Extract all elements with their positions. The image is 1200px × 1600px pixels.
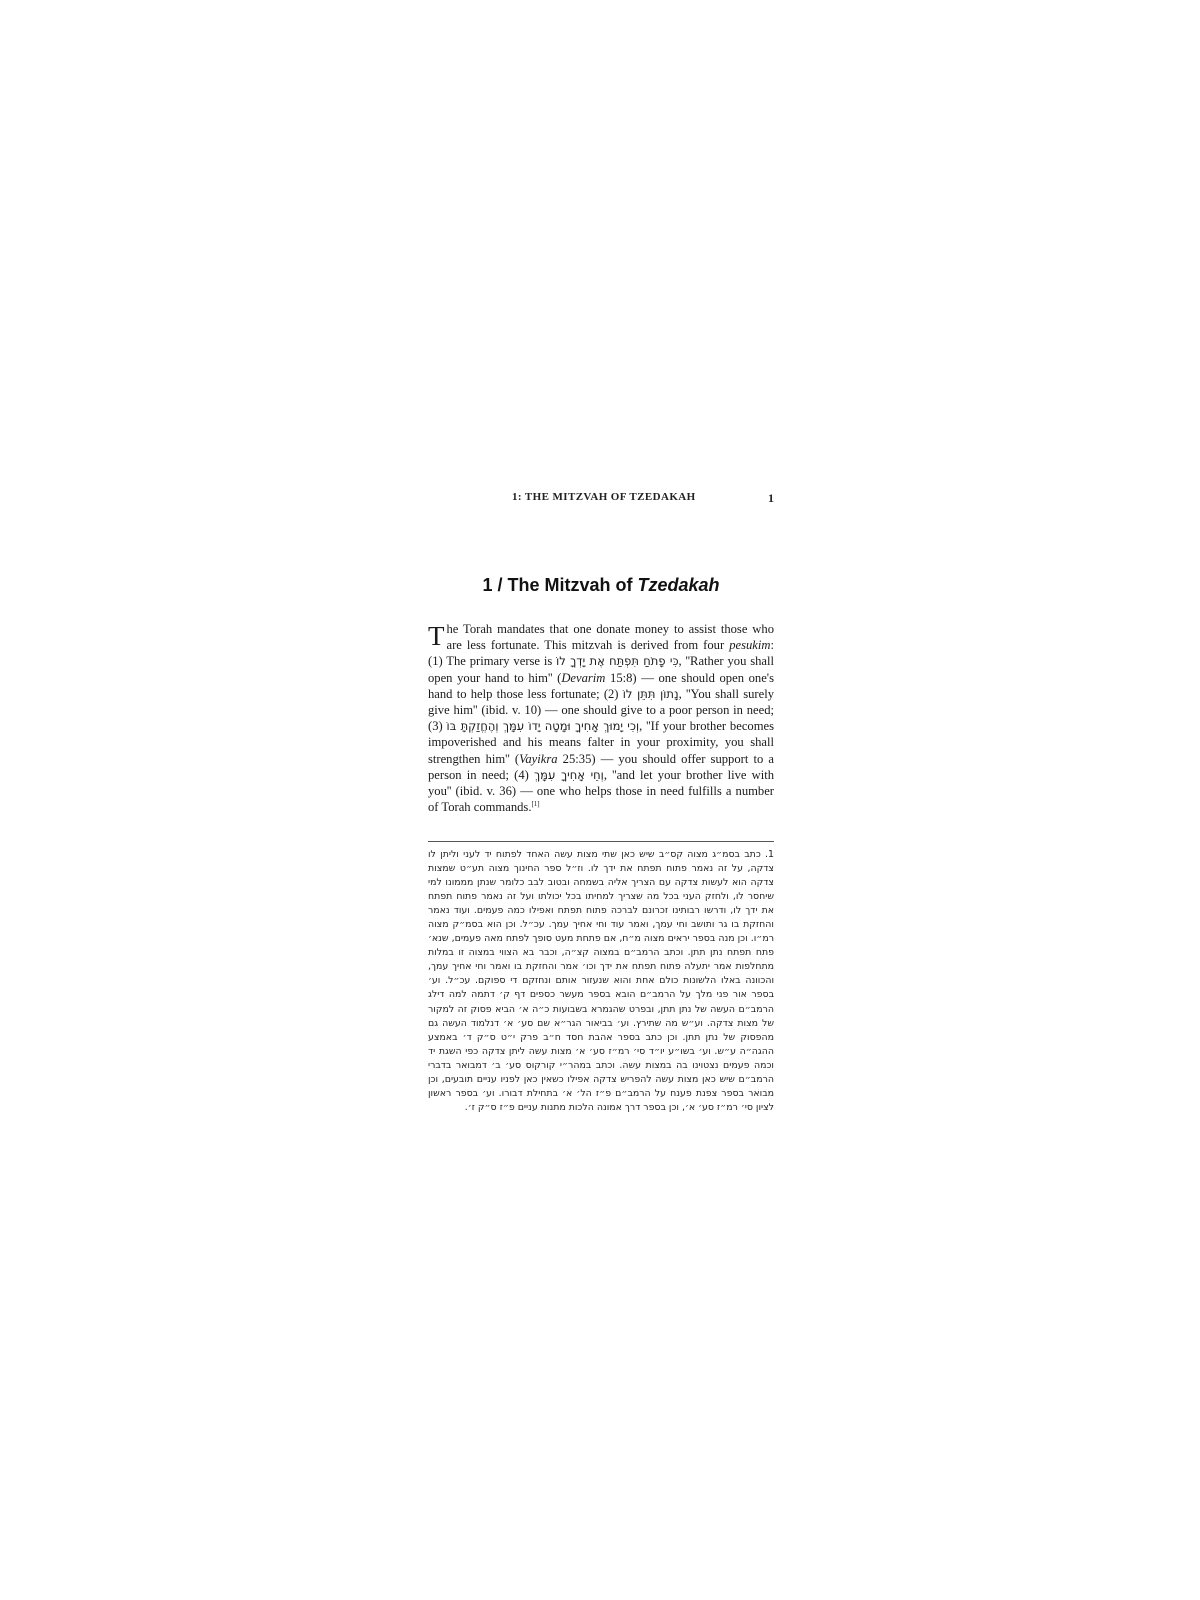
footnote-text: 1. כתב בסמ״ג מצוה קס״ב שיש כאן שתי מצות עשה האחד לפתוח יד לעני וליתן לו צדקה, על זה נאמר פתוח תפתח את ידך לו. וז״ל ספר החינוך מצוה תע״ט שמצות צדקה הוא לעשות צדקה עם הצריך אליה בשמחה ובטוב לבב כלומר שנתן מממונו למי שיחסר לו, ולחזק העני בכל מה שצריך למחיתו בכל יכולתו ועל זה נאמר פתוח תפתח את ידך לו, ודרשו רבותינו זכרונם לברכה פתוח תפתח ואפילו כמה פעמים. ועוד נאמר והחזקת בו גר ותושב וחי עמך, ואמר עוד וחי אחיך עמך. עכ״ל. וכן הוא בסמ״ק מצוה רמ״ו. וכן מנה בספר יראים מצוה מ״ח, אם פתחת מעט סופך לפתח מאה פעמים, שנא׳ פתח תפתח נתן תתן. וכתב הרמב״ם במצוה קצ״ה, וכבר בא הצווי במצוה זו במלות מתחלפות אמר יתעלה פתוח תפתח את ידך וכו׳ אמר והחזקת בו ואמר וחי אחיך עמך, והכוונה באלו הלשונות כולם אחת והוא שנעזור אותם ונחזקם די ספוקם. עכ״ל. וע׳ בספר אור פני מלך על הרמב״ם הובא בספר מעשר כספים דף ק׳ דתמה למה דילג הרמב״ם העשה של נתן תתן, ובפרט שהגמרא בשבועות כ״ה א׳ הביא פסוק זה למקור של מצות צדקה. וע״ש מה שתירץ. וע׳ בביאור הגר״א שם סע׳ א׳ דנלמוד העשה גם מהפסוק של נתן תתן. וכן כתב בספר אהבת חסד ח״ב פרק י״ט ס״ק ד׳ באמצע ההגה״ה ע״ש. וע׳ בשו״ע יו״ד סי׳ רמ״ז סע׳ א׳ מצות עשה ליתן צדקה כפי השגת יד וכמה פעמים נצטוינו בה במצות עשה. וכתב במהר״י קורקוס סע׳ ב׳ דמבואר בדברי הרמב״ם שיש כאן מצות עשה להפריש צדקה אפילו כשאין כאן לפניו עניים תובעים, וכן מבואר בספר צפנת פענח על הרמב״ם פ״ז הל׳ א׳ בתחילת דבורו. וע׳ בספר ראשון לציון סי׳ רמ״ז סע׳ א׳, וכן בספר דרך אמונה הלכות מתנות עניים פ״ז ס״ק ז׳. xyxy=(428,849,774,1113)
page-number: 1 xyxy=(768,491,774,505)
chapter-title-prefix: 1 / The Mitzvah of xyxy=(482,575,638,595)
body-text-seg10: 25:35) — you should offer support to a person in need; (4) xyxy=(428,751,774,782)
running-head xyxy=(428,491,774,507)
body-text-seg05: Devarim xyxy=(561,670,606,685)
body-text-seg11: , ''and let your brother live with you'' (ibid. v. 36) — one who helps those in need fulfills a number of Torah commands. xyxy=(428,767,775,815)
chapter-title-italic: Tzedakah xyxy=(637,575,720,595)
body-text-seg09: Vayikra xyxy=(519,751,558,766)
footnote-divider xyxy=(428,841,774,842)
body-paragraph xyxy=(428,621,774,815)
chapter-title xyxy=(428,575,774,596)
body-text-seg02: pesukim xyxy=(729,638,771,653)
hebrew-verse-3: וְכִי יָמוּךְ אָחִיךָ וּמָטָה יָדוֹ עִמָּךְ וְהֶחֱזַקְתָּ בּוֹ xyxy=(446,719,640,734)
drop-cap: T xyxy=(428,621,445,651)
hebrew-verse-1: כִּי פָתֹחַ תִּפְתַּח אֶת יָדְךָ לוֹ xyxy=(556,654,679,669)
body-text-seg06: 15:8) — one should open one's hand to help those less fortunate; (2) xyxy=(428,670,774,701)
body-text-seg08: , ''If your brother becomes impoverished and his means falter in your proximity, you shall strengthen him'' ( xyxy=(428,719,774,766)
body-text-seg01: he Torah mandates that one donate money to assist those who are less fortunate. This mitzvah is derived from four xyxy=(446,622,774,653)
body-text-seg03: : (1) The primary verse is xyxy=(428,638,774,669)
body-text-seg04: , ''Rather you shall open your hand to him'' ( xyxy=(428,654,774,685)
footnote-reference: [1] xyxy=(531,800,540,809)
body-text-seg07: , ''You shall surely give him'' (ibid. v. 10) — one should give to a poor person in need; (3) xyxy=(428,686,774,734)
hebrew-verse-4: וְחֵי אָחִיךָ עִמָּךְ xyxy=(534,767,604,782)
hebrew-verse-2: נָתוֹן תִּתֵּן לוֹ xyxy=(622,686,679,701)
running-title: 1: THE MITZVAH OF TZEDAKAH xyxy=(512,491,696,503)
